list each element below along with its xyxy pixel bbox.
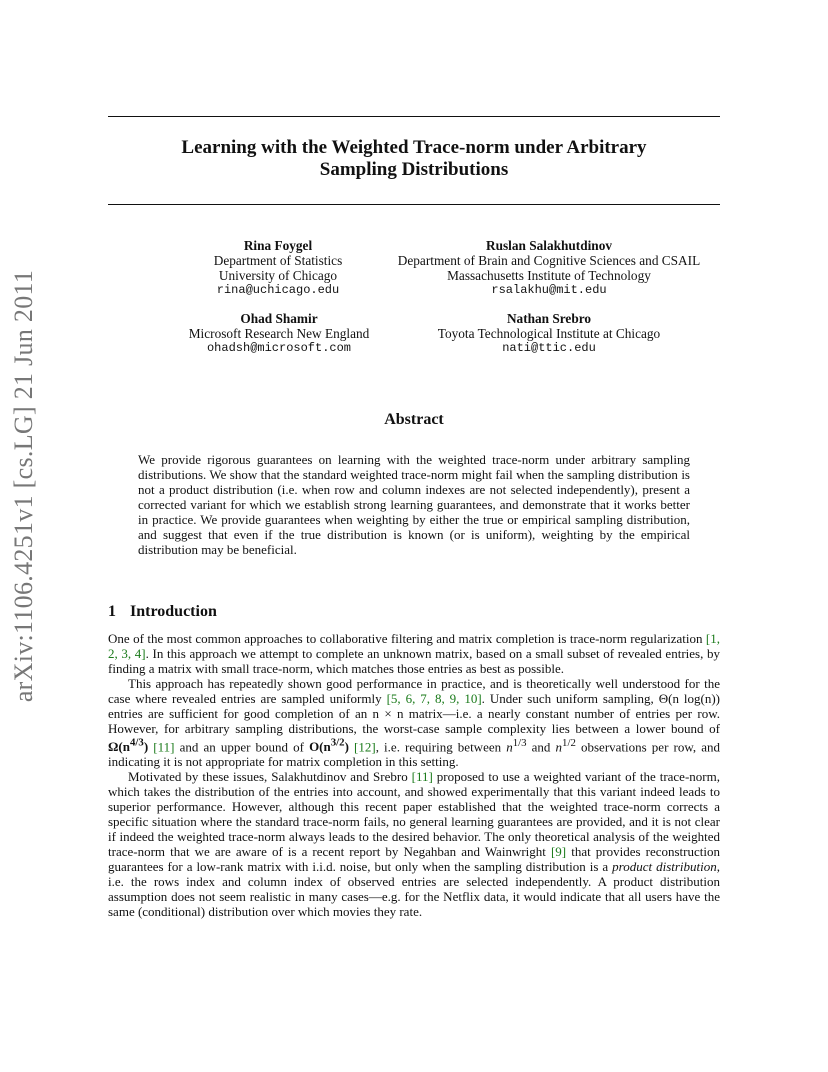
arxiv-sidebar-stamp — [2, 269, 46, 703]
title-bottom-rule — [108, 204, 720, 205]
paper-title — [108, 137, 720, 181]
abstract-text: We provide rigorous guarantees on learning with the weighted trace-norm under arbitrary sampling distributions. We show that the standard weighted trace-norm might fail when the sampling distribution is not a product distribution (i.e. when row and column indexes are not selected independently), present a corrected variant for which we establish strong learning guarantees, and demonstrate that it works better in practice. We provide guarantees when weighting by either the true or empirical sampling distribution, and suggest that even if the true distribution is known (or is uniform), weighting by the empirical distribution may be beneficial. — [138, 452, 690, 557]
citation-link[interactable]: [9] — [550, 844, 567, 860]
abstract-heading: Abstract — [384, 411, 444, 428]
text-run: , i.e. the rows index and column index of observed entries are selected independently. A product distribution assumption does not seem realistic in many cases—e.g. for the Netflix data, it would indicate that all users have the same (conditional) distribution over which movies they rate. — [108, 859, 721, 920]
introduction-body — [108, 631, 720, 919]
section-heading — [108, 603, 217, 621]
author-affiliation: Toyota Technological Institute at Chicago — [437, 326, 661, 341]
author-email: nati@ttic.edu — [502, 341, 596, 355]
title-line-2: Sampling Distributions — [319, 159, 509, 180]
math-exponent: 1/3 — [512, 737, 527, 749]
emphasis-text: product distribution — [612, 859, 717, 875]
math-exponent: 1/2 — [562, 737, 576, 749]
author-name: Ohad Shamir — [240, 311, 318, 326]
math-variable: n — [555, 739, 563, 755]
author-affiliation: Microsoft Research New England — [188, 326, 370, 341]
lower-bound-expression — [108, 739, 148, 754]
text-run: . In this approach we attempt to complete an unknown matrix, based on a small subset of revealed entries, by finding a matrix with small trace-norm, which matches those entries as best as possible. — [108, 646, 720, 676]
top-rule — [108, 116, 720, 117]
author-block-1 — [168, 238, 388, 298]
author-email: rina@uchicago.edu — [216, 283, 340, 297]
citation-link[interactable]: [11] — [411, 769, 433, 785]
math-text: O(n — [309, 739, 331, 755]
paragraph-3 — [108, 769, 720, 919]
citation-link[interactable]: [5, 6, 7, 8, 9, 10] — [386, 691, 482, 706]
author-affiliation: Department of Statistics — [213, 253, 343, 268]
math-exponent: 4/3 — [129, 737, 144, 749]
citation-link[interactable]: [1, 2, 3, 4] — [108, 631, 720, 661]
text-run: observations per row, and indicating it is not appropriate for matrix completion in this setting. — [108, 739, 721, 770]
author-name: Nathan Srebro — [506, 311, 592, 326]
math-text: Ω(n — [108, 739, 130, 755]
author-name: Ruslan Salakhutdinov — [485, 238, 612, 253]
text-run: that provides reconstruction guarantees for a low-rank matrix with i.i.d. noise, but only when the sampling distribution is a — [108, 844, 720, 875]
author-affiliation: Massachusetts Institute of Technology — [447, 268, 651, 283]
author-block-3 — [168, 311, 390, 356]
arxiv-identifier: arXiv:1106.4251v1 [cs.LG] 21 Jun 2011 — [9, 269, 38, 703]
author-affiliation: University of Chicago — [218, 268, 338, 283]
author-email: ohadsh@microsoft.com — [206, 341, 352, 355]
text-run: , i.e. requiring between — [375, 739, 507, 755]
author-email: rsalakhu@mit.edu — [491, 283, 607, 297]
text-run: Motivated by these issues, Salakhutdinov and Srebro — [128, 769, 412, 785]
text-run: One of the most common approaches to collaborative filtering and matrix completion is trace-norm regularization — [108, 631, 706, 646]
text-run: and — [526, 739, 556, 755]
text-run: and an upper bound of — [174, 739, 310, 755]
text-run: This approach has repeatedly shown good performance in practice, and is theoretically well understood for the case where revealed entries are sampled uniformly — [108, 676, 720, 706]
author-affiliation: Department of Brain and Cognitive Sciences and CSAIL — [397, 253, 701, 268]
author-block-4 — [398, 311, 700, 356]
math-text: ) — [143, 739, 149, 755]
section-title: Introduction — [130, 603, 217, 620]
paragraph-1 — [108, 631, 720, 676]
text-run: proposed to use a weighted variant of the trace-norm, which takes the distribution of the entries into account, and showed experimentally that this variant indeed leads to superior performance. However, although this recent paper established that the weighted trace-norm corrects a specific situation where the standard trace-norm fails, no general learning guarantees are provided, and it is not clear if indeed the weighted trace-norm always leads to the desired behavior. The only theoretical analysis of the weighted trace-norm that we are aware of is a recent report by Negahban and Wainwright — [108, 769, 720, 860]
author-block-2 — [368, 238, 730, 298]
math-text: ) — [344, 739, 349, 755]
math-variable: n — [506, 739, 513, 755]
citation-link[interactable]: [11] — [153, 739, 175, 755]
paragraph-2 — [108, 676, 720, 769]
section-number: 1 — [108, 603, 116, 620]
title-line-1: Learning with the Weighted Trace-norm under Arbitrary — [181, 137, 647, 158]
text-run: . Under such uniform sampling, Θ(n log(n)) entries are sufficient for good completion of an n × n matrix—i.e. a nearly constant number of entries per row. However, for arbitrary sampling distributions, the worst-case sample complexity lies between a lower bound of — [108, 691, 720, 736]
math-exponent: 3/2 — [330, 737, 345, 749]
citation-link[interactable]: [12] — [354, 739, 376, 755]
author-name: Rina Foygel — [243, 238, 313, 253]
upper-bound-expression — [309, 739, 349, 754]
